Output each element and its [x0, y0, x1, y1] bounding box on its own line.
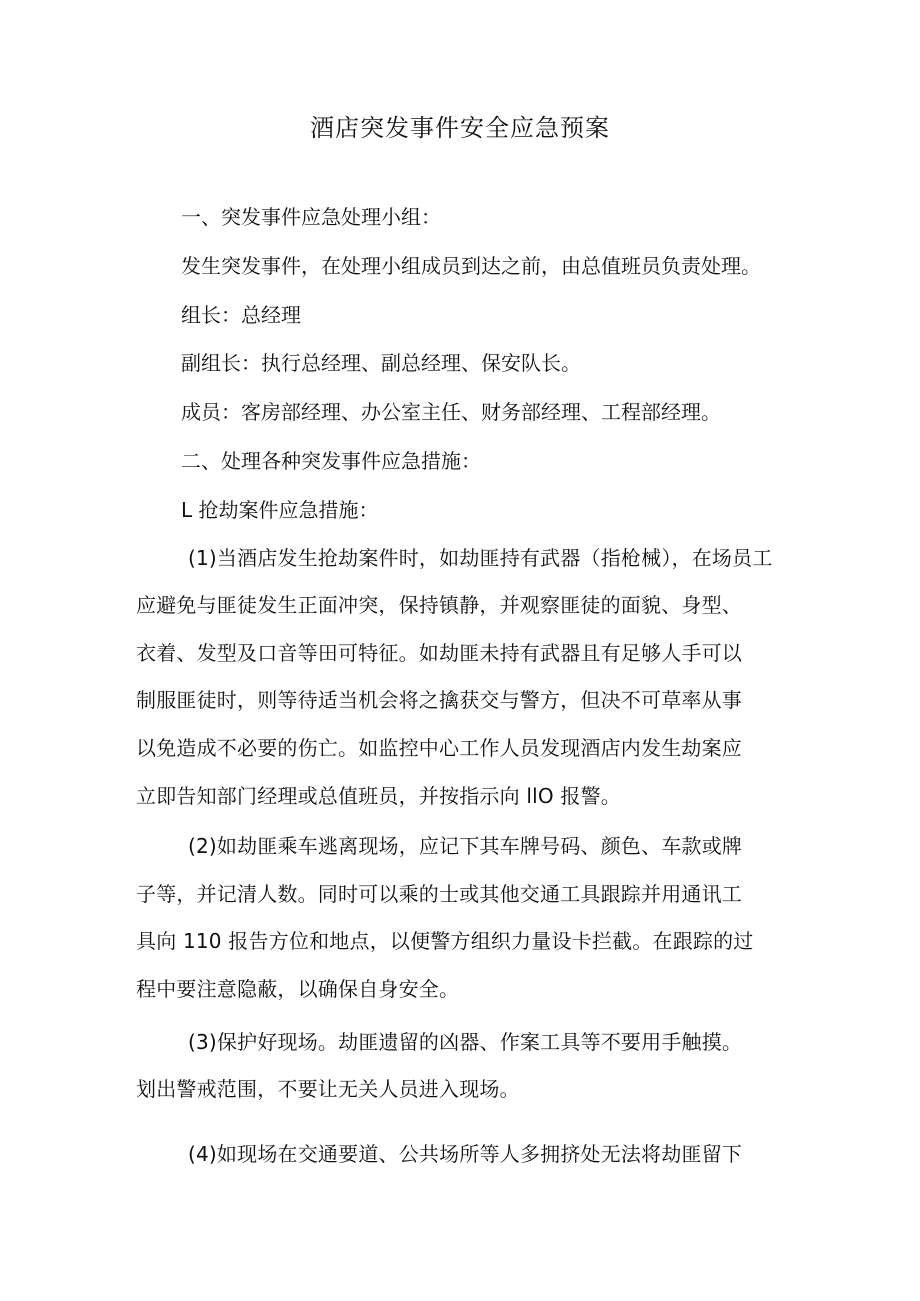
- paragraph-line: 划出警戒范围，不要让无关人员进入现场。: [136, 1077, 520, 1101]
- paragraph-line: 衣着、发型及口音等田可特征。如劫匪未持有武器且有足够人手可以: [136, 641, 742, 665]
- paragraph-line: 立即告知部门经理或总值班员，并按指示向 llO 报警。: [136, 784, 621, 808]
- paragraph-line: 具向 110 报告方位和地点，以便警方组织力量设卡拦截。在跟踪的过: [136, 929, 754, 953]
- paragraph-line: 子等，并记清人数。同时可以乘的士或其他交通工具跟踪并用通讯工: [136, 882, 742, 906]
- paragraph-line: 制服匪徒时，则等待适当机会将之擒获交与警方，但决不可草率从事: [136, 688, 742, 712]
- paragraph-line: 应避免与匪徒发生正面冲突，保持镇静，并观察匪徒的面貌、身型、: [136, 593, 742, 617]
- document-title: 酒店突发事件安全应急预案: [310, 114, 610, 142]
- deputy-leader-line: 副组长：执行总经理、副总经理、保安队长。: [181, 351, 581, 375]
- paragraph-line: (3)保护好现场。劫匪遗留的凶器、作案工具等不要用手触摸。: [188, 1030, 743, 1054]
- team-leader-line: 组长：总经理: [181, 303, 301, 327]
- section-heading-measures: 二、处理各种突发事件应急措施：: [181, 449, 481, 473]
- subsection-heading-robbery: L 抢劫案件应急措施：: [181, 498, 379, 522]
- section-heading-emergency-team: 一、突发事件应急处理小组：: [181, 205, 441, 229]
- paragraph-line: (1)当酒店发生抢劫案件时，如劫匪持有武器（指枪械），在场员工: [188, 546, 773, 570]
- paragraph-line: 发生突发事件，在处理小组成员到达之前，由总值班员负责处理。: [181, 254, 761, 278]
- paragraph-line: 以免造成不必要的伤亡。如监控中心工作人员发现酒店内发生劫案应: [136, 736, 742, 760]
- members-line: 成员：客房部经理、办公室主任、财务部经理、工程部经理。: [181, 400, 721, 424]
- paragraph-line: (4)如现场在交通要道、公共场所等人多拥挤处无法将劫匪留下: [188, 1142, 743, 1166]
- paragraph-line: 程中要注意隐蔽，以确保自身安全。: [136, 977, 460, 1001]
- paragraph-line: (2)如劫匪乘车逃离现场，应记下其车牌号码、颜色、车款或牌: [188, 834, 743, 858]
